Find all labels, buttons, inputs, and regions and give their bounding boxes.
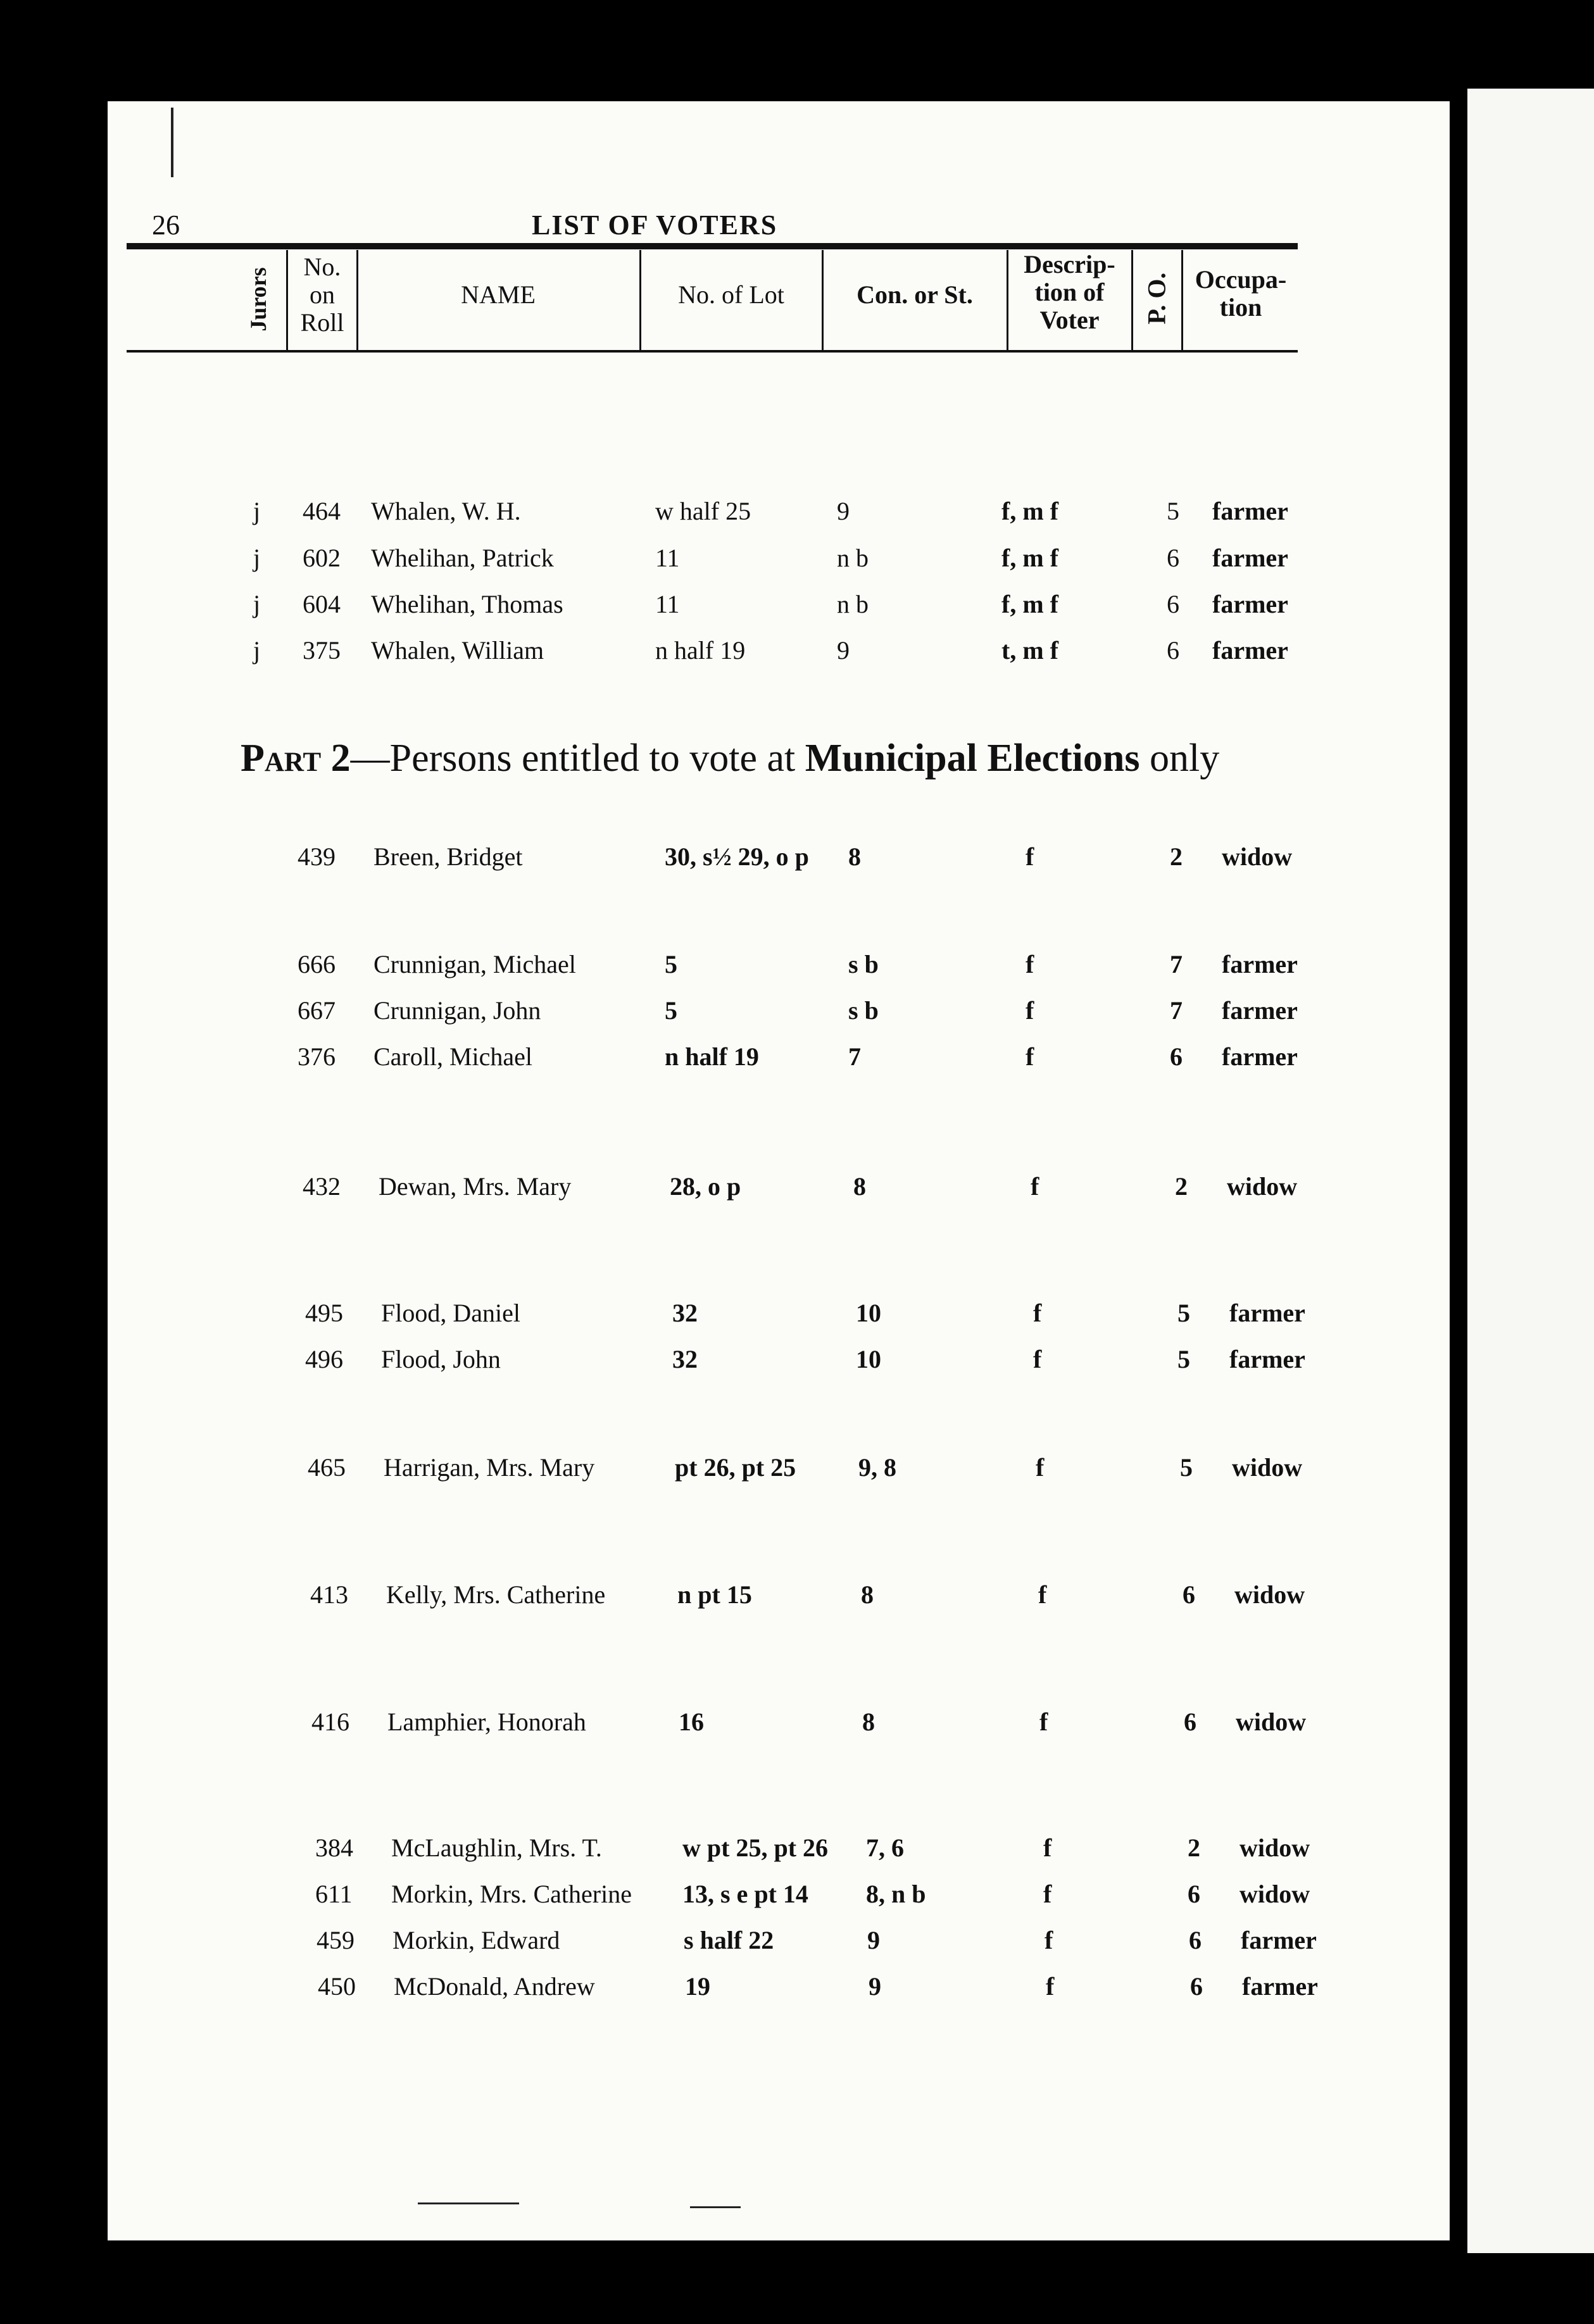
lot-cell: 30, s½ 29, o p bbox=[665, 842, 809, 871]
lot-cell: n half 19 bbox=[655, 636, 746, 665]
table-row bbox=[0, 543, 1594, 575]
description-cell: f bbox=[1026, 950, 1034, 978]
table-row bbox=[0, 496, 1594, 528]
description-cell: f bbox=[1033, 1345, 1042, 1373]
occupation-cell: widow bbox=[1234, 1580, 1305, 1609]
scan-artifact bbox=[418, 2202, 519, 2204]
occupation-cell: farmer bbox=[1222, 1042, 1298, 1071]
roll-number-cell: 413 bbox=[310, 1580, 348, 1609]
part2-title-text: Persons entitled to vote at bbox=[389, 737, 805, 780]
roll-number-cell: 604 bbox=[303, 590, 341, 618]
description-cell: f bbox=[1026, 1042, 1034, 1071]
occupation-cell: farmer bbox=[1212, 590, 1288, 618]
column-divider bbox=[286, 250, 288, 350]
occupation-cell: farmer bbox=[1212, 636, 1288, 665]
occupation-cell: farmer bbox=[1229, 1345, 1305, 1373]
header-on-line: on bbox=[310, 280, 335, 309]
concession-cell: 8 bbox=[848, 842, 861, 871]
roll-number-cell: 384 bbox=[315, 1834, 353, 1862]
header-bottom-rule bbox=[127, 350, 1298, 353]
name-cell: Whalen, W. H. bbox=[371, 497, 521, 525]
table-row bbox=[0, 635, 1594, 667]
table-row bbox=[8, 1298, 1594, 1330]
table-row bbox=[0, 842, 1594, 873]
lot-cell: 32 bbox=[672, 1345, 698, 1373]
name-cell: Caroll, Michael bbox=[373, 1042, 533, 1071]
header-tion-of-line: tion of bbox=[1034, 278, 1105, 306]
lot-cell: 32 bbox=[672, 1299, 698, 1327]
post-office-cell: 7 bbox=[1170, 996, 1183, 1025]
concession-cell: 9, 8 bbox=[858, 1453, 896, 1482]
table-row bbox=[0, 589, 1594, 621]
occupation-cell: farmer bbox=[1229, 1299, 1305, 1327]
occupation-cell: widow bbox=[1239, 1834, 1310, 1862]
occupation-cell: farmer bbox=[1222, 950, 1298, 978]
description-cell: f bbox=[1046, 1972, 1055, 2001]
roll-number-cell: 667 bbox=[298, 996, 336, 1025]
concession-cell: 8 bbox=[862, 1708, 875, 1736]
post-office-cell: 6 bbox=[1167, 590, 1179, 618]
post-office-cell: 5 bbox=[1180, 1453, 1193, 1482]
roll-number-cell: 459 bbox=[317, 1926, 355, 1954]
description-cell: f, m f bbox=[1001, 544, 1058, 572]
part2-dash: — bbox=[350, 737, 390, 780]
table-row bbox=[0, 949, 1594, 981]
name-cell: Harrigan, Mrs. Mary bbox=[384, 1453, 595, 1482]
lot-cell: w half 25 bbox=[655, 497, 751, 525]
concession-cell: 10 bbox=[856, 1345, 881, 1373]
header-occupation bbox=[1184, 266, 1298, 322]
header-no-of-lot: No. of Lot bbox=[678, 280, 784, 309]
jurors-cell: j bbox=[253, 497, 261, 525]
table-row bbox=[18, 1833, 1594, 1865]
lot-cell: n pt 15 bbox=[677, 1580, 752, 1609]
post-office-cell: 6 bbox=[1189, 1926, 1202, 1954]
part2-title-emphasis: Municipal Elections bbox=[805, 737, 1140, 780]
name-cell: Breen, Bridget bbox=[373, 842, 523, 871]
lot-cell: 16 bbox=[679, 1708, 704, 1736]
occupation-cell: farmer bbox=[1222, 996, 1298, 1025]
name-cell: Lamphier, Honorah bbox=[387, 1708, 586, 1736]
header-voter-line: Voter bbox=[1039, 306, 1100, 334]
roll-number-cell: 376 bbox=[298, 1042, 336, 1071]
roll-number-cell: 602 bbox=[303, 544, 341, 572]
concession-cell: 9 bbox=[867, 1926, 880, 1954]
roll-number-cell: 416 bbox=[311, 1708, 349, 1736]
description-cell: f, m f bbox=[1001, 497, 1058, 525]
table-row bbox=[19, 1925, 1594, 1957]
post-office-cell: 2 bbox=[1188, 1834, 1200, 1862]
scanned-page bbox=[108, 101, 1450, 2240]
post-office-cell: 2 bbox=[1170, 842, 1183, 871]
header-jurors: Jurors bbox=[246, 267, 271, 332]
column-divider bbox=[1131, 250, 1133, 350]
name-cell: Whelihan, Thomas bbox=[371, 590, 563, 618]
post-office-cell: 6 bbox=[1184, 1708, 1196, 1736]
post-office-cell: 6 bbox=[1188, 1880, 1200, 1908]
roll-number-cell: 450 bbox=[318, 1972, 356, 2001]
header-no-on-roll bbox=[289, 253, 356, 337]
lot-cell: 13, s e pt 14 bbox=[682, 1880, 808, 1908]
lot-cell: pt 26, pt 25 bbox=[675, 1453, 796, 1482]
post-office-cell: 6 bbox=[1190, 1972, 1203, 2001]
lot-cell: w pt 25, pt 26 bbox=[682, 1834, 829, 1862]
description-cell: f bbox=[1026, 842, 1034, 871]
roll-number-cell: 375 bbox=[303, 636, 341, 665]
name-cell: McDonald, Andrew bbox=[394, 1972, 595, 2001]
occupation-cell: farmer bbox=[1241, 1926, 1317, 1954]
occupation-cell: farmer bbox=[1212, 544, 1288, 572]
running-title: LIST OF VOTERS bbox=[532, 209, 778, 241]
header-name-label: NAME bbox=[461, 280, 536, 309]
name-cell: Morkin, Mrs. Catherine bbox=[391, 1880, 632, 1908]
concession-cell: 8, n b bbox=[866, 1880, 926, 1908]
description-cell: f, m f bbox=[1001, 590, 1058, 618]
name-cell: Crunnigan, John bbox=[373, 996, 541, 1025]
header-description bbox=[1008, 251, 1131, 334]
table-row bbox=[10, 1452, 1594, 1484]
header-descrip-line: Descrip- bbox=[1024, 250, 1115, 278]
description-cell: f bbox=[1043, 1880, 1052, 1908]
occupation-cell: widow bbox=[1236, 1708, 1307, 1736]
name-cell: McLaughlin, Mrs. T. bbox=[391, 1834, 602, 1862]
table-row bbox=[13, 1580, 1594, 1611]
table-row bbox=[0, 1042, 1594, 1073]
table-row bbox=[8, 1344, 1594, 1376]
occupation-cell: widow bbox=[1239, 1880, 1310, 1908]
table-row bbox=[20, 1971, 1594, 2003]
table-row bbox=[5, 1171, 1594, 1203]
name-cell: Dewan, Mrs. Mary bbox=[379, 1172, 572, 1201]
occupation-cell: farmer bbox=[1212, 497, 1288, 525]
roll-number-cell: 666 bbox=[298, 950, 336, 978]
description-cell: f bbox=[1039, 1708, 1048, 1736]
roll-number-cell: 439 bbox=[298, 842, 336, 871]
scan-artifact bbox=[690, 2206, 741, 2208]
header-po: P. O. bbox=[1142, 272, 1171, 325]
post-office-cell: 6 bbox=[1167, 636, 1179, 665]
lot-cell: s half 22 bbox=[684, 1926, 774, 1954]
description-cell: f bbox=[1045, 1926, 1053, 1954]
concession-cell: 8 bbox=[861, 1580, 874, 1609]
name-cell: Kelly, Mrs. Catherine bbox=[386, 1580, 606, 1609]
description-cell: t, m f bbox=[1001, 636, 1058, 665]
concession-cell: 7, 6 bbox=[866, 1834, 904, 1862]
description-cell: f bbox=[1031, 1172, 1039, 1201]
jurors-cell: j bbox=[253, 590, 261, 618]
concession-cell: 9 bbox=[837, 497, 850, 525]
post-office-cell: 6 bbox=[1183, 1580, 1195, 1609]
table-row bbox=[14, 1707, 1594, 1739]
roll-number-cell: 465 bbox=[308, 1453, 346, 1482]
name-cell: Morkin, Edward bbox=[392, 1926, 560, 1954]
name-cell: Crunnigan, Michael bbox=[373, 950, 576, 978]
column-divider bbox=[1181, 250, 1183, 350]
lot-cell: 11 bbox=[655, 590, 680, 618]
concession-cell: s b bbox=[848, 996, 879, 1025]
occupation-cell: widow bbox=[1232, 1453, 1303, 1482]
roll-number-cell: 464 bbox=[303, 497, 341, 525]
roll-number-cell: 611 bbox=[315, 1880, 353, 1908]
part2-label: Part 2 bbox=[241, 737, 351, 780]
description-cell: f bbox=[1036, 1453, 1045, 1482]
header-tion-line: tion bbox=[1219, 293, 1262, 322]
header-occupa-line: Occupa- bbox=[1195, 265, 1287, 294]
header-top-rule bbox=[127, 243, 1298, 249]
page-number: 26 bbox=[152, 209, 180, 241]
occupation-cell: farmer bbox=[1242, 1972, 1318, 2001]
description-cell: f bbox=[1033, 1299, 1042, 1327]
scan-artifact bbox=[171, 108, 173, 177]
post-office-cell: 5 bbox=[1177, 1345, 1190, 1373]
concession-cell: 7 bbox=[848, 1042, 861, 1071]
occupation-cell: widow bbox=[1227, 1172, 1298, 1201]
name-cell: Whalen, William bbox=[371, 636, 544, 665]
table-row bbox=[18, 1879, 1594, 1911]
lot-cell: 5 bbox=[665, 996, 677, 1025]
post-office-cell: 5 bbox=[1177, 1299, 1190, 1327]
header-no-line: No. bbox=[303, 253, 341, 281]
description-cell: f bbox=[1026, 996, 1034, 1025]
post-office-cell: 7 bbox=[1170, 950, 1183, 978]
name-cell: Whelihan, Patrick bbox=[371, 544, 554, 572]
post-office-cell: 5 bbox=[1167, 497, 1179, 525]
concession-cell: n b bbox=[837, 544, 869, 572]
description-cell: f bbox=[1038, 1580, 1047, 1609]
roll-number-cell: 496 bbox=[305, 1345, 343, 1373]
name-cell: Flood, John bbox=[381, 1345, 501, 1373]
roll-number-cell: 432 bbox=[303, 1172, 341, 1201]
roll-number-cell: 495 bbox=[305, 1299, 343, 1327]
part2-title-suffix: only bbox=[1139, 737, 1220, 780]
jurors-cell: j bbox=[253, 636, 261, 665]
post-office-cell: 6 bbox=[1167, 544, 1179, 572]
post-office-cell: 2 bbox=[1175, 1172, 1188, 1201]
table-row bbox=[0, 996, 1594, 1027]
concession-cell: 8 bbox=[853, 1172, 866, 1201]
concession-cell: 9 bbox=[837, 636, 850, 665]
lot-cell: 28, o p bbox=[670, 1172, 741, 1201]
concession-cell: s b bbox=[848, 950, 879, 978]
post-office-cell: 6 bbox=[1170, 1042, 1183, 1071]
name-cell: Flood, Daniel bbox=[381, 1299, 520, 1327]
lot-cell: n half 19 bbox=[665, 1042, 759, 1071]
concession-cell: 10 bbox=[856, 1299, 881, 1327]
lot-cell: 19 bbox=[685, 1972, 710, 2001]
lot-cell: 11 bbox=[655, 544, 680, 572]
header-roll-line: Roll bbox=[300, 308, 344, 337]
concession-cell: 9 bbox=[869, 1972, 881, 2001]
jurors-cell: j bbox=[253, 544, 261, 572]
description-cell: f bbox=[1043, 1834, 1052, 1862]
header-con-or-st: Con. or St. bbox=[857, 280, 973, 309]
occupation-cell: widow bbox=[1222, 842, 1293, 871]
part2-heading bbox=[241, 736, 1219, 781]
lot-cell: 5 bbox=[665, 950, 677, 978]
concession-cell: n b bbox=[837, 590, 869, 618]
